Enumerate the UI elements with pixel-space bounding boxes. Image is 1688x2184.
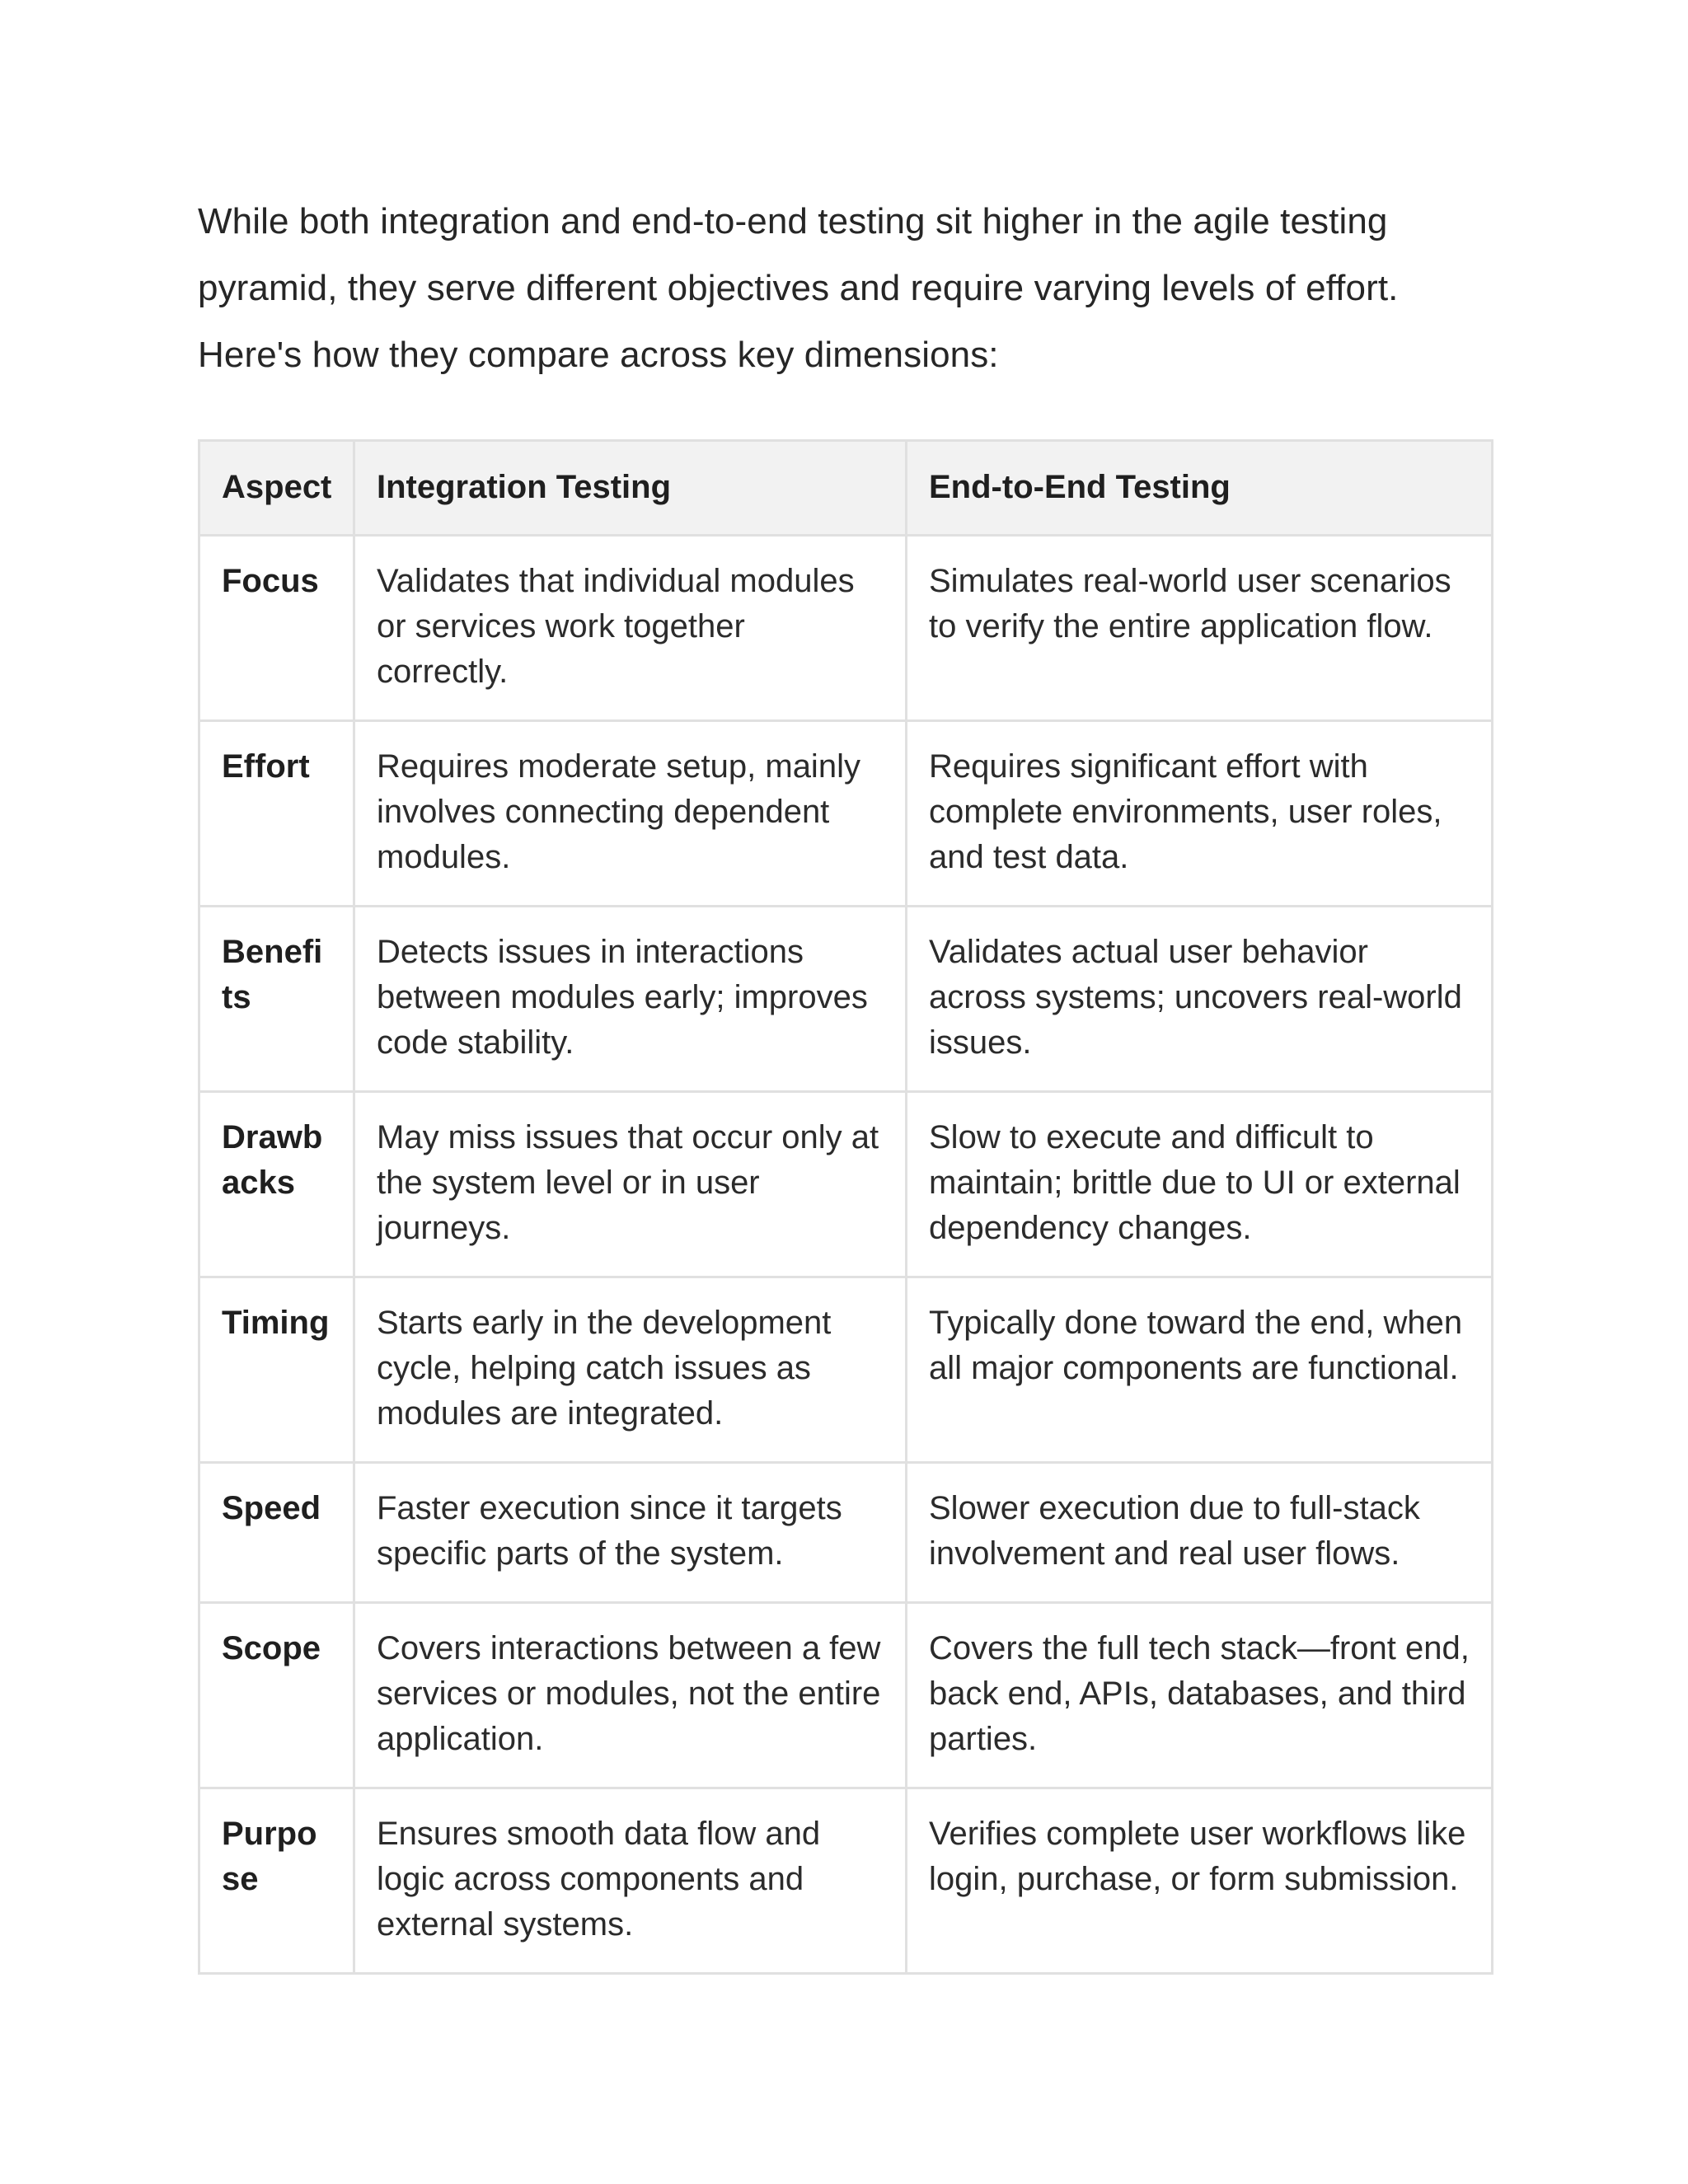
aspect-cell: Focus — [199, 536, 354, 721]
aspect-cell: Scope — [199, 1603, 354, 1788]
table-row — [199, 1788, 1493, 1974]
aspect-cell: Purpose — [199, 1788, 354, 1974]
aspect-cell: Benefits — [199, 907, 354, 1092]
integration-cell: Requires moderate setup, mainly involves connecting dependent modules. — [354, 721, 907, 907]
header-integration-testing: Integration Testing — [354, 441, 907, 536]
e2e-cell: Verifies complete user workflows like login, purchase, or form submission. — [907, 1788, 1493, 1974]
table-header — [199, 441, 1493, 536]
header-row — [199, 441, 1493, 536]
aspect-cell: Effort — [199, 721, 354, 907]
integration-cell: Ensures smooth data flow and logic across components and external systems. — [354, 1788, 907, 1974]
integration-cell: Starts early in the development cycle, helping catch issues as modules are integrated. — [354, 1277, 907, 1463]
e2e-cell: Covers the full tech stack—front end, back end, APIs, databases, and third parties. — [907, 1603, 1493, 1788]
header-end-to-end-testing: End-to-End Testing — [907, 441, 1493, 536]
aspect-cell: Timing — [199, 1277, 354, 1463]
e2e-cell: Slow to execute and difficult to maintain; brittle due to UI or external dependency changes. — [907, 1092, 1493, 1277]
integration-cell: Validates that individual modules or services work together correctly. — [354, 536, 907, 721]
e2e-cell: Simulates real-world user scenarios to verify the entire application flow. — [907, 536, 1493, 721]
document-page — [198, 188, 1492, 1975]
comparison-table — [198, 439, 1493, 1975]
table-body — [199, 536, 1493, 1974]
integration-cell: May miss issues that occur only at the system level or in user journeys. — [354, 1092, 907, 1277]
integration-cell: Faster execution since it targets specific parts of the system. — [354, 1463, 907, 1603]
table-row — [199, 907, 1493, 1092]
e2e-cell: Slower execution due to full-stack involvement and real user flows. — [907, 1463, 1493, 1603]
intro-paragraph: While both integration and end-to-end testing sit higher in the agile testing pyramid, they serve different objectives and require varying levels of effort. Here's how they compare across key dimensions: — [198, 201, 1399, 375]
e2e-cell: Requires significant effort with complete environments, user roles, and test data. — [907, 721, 1493, 907]
aspect-cell: Drawbacks — [199, 1092, 354, 1277]
e2e-cell: Validates actual user behavior across systems; uncovers real-world issues. — [907, 907, 1493, 1092]
table-row — [199, 721, 1493, 907]
table-row — [199, 1463, 1493, 1603]
table-row — [199, 1092, 1493, 1277]
table-row — [199, 1603, 1493, 1788]
integration-cell: Covers interactions between a few services or modules, not the entire application. — [354, 1603, 907, 1788]
integration-cell: Detects issues in interactions between modules early; improves code stability. — [354, 907, 907, 1092]
header-aspect: Aspect — [199, 441, 354, 536]
e2e-cell: Typically done toward the end, when all major components are functional. — [907, 1277, 1493, 1463]
table-row — [199, 1277, 1493, 1463]
aspect-cell: Speed — [199, 1463, 354, 1603]
table-row — [199, 536, 1493, 721]
